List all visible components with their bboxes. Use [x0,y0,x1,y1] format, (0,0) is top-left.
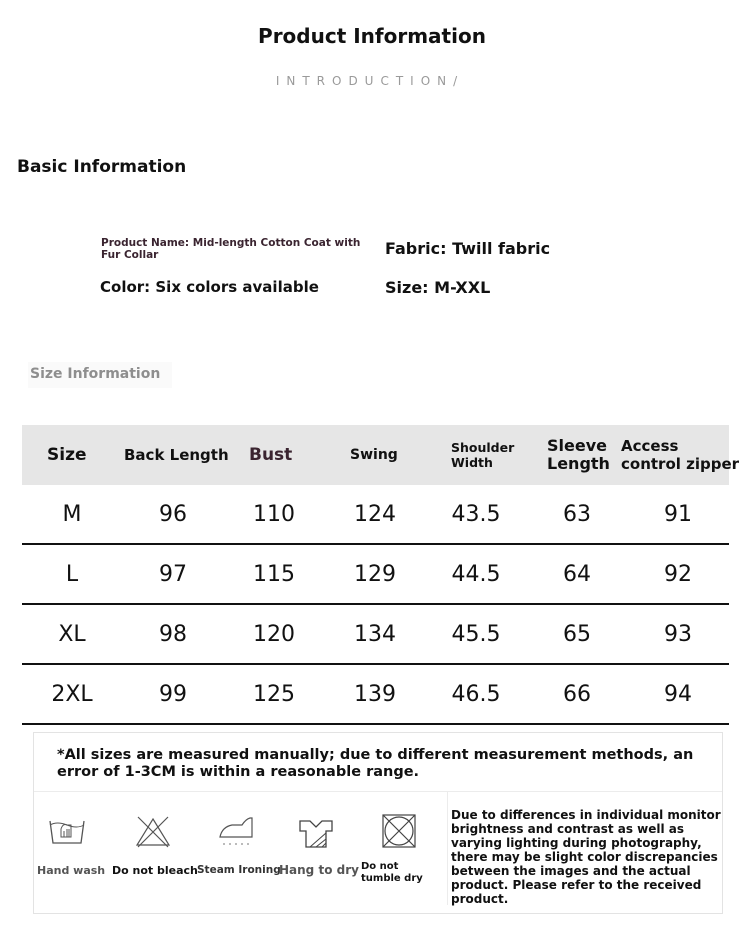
care-item-do-not-bleach [113,815,193,849]
column-header-sleeve-length: Sleeve Length [547,436,610,473]
size-table [22,425,740,725]
table-cell: 65 [563,621,591,647]
care-label-hand-wash: Hand wash [37,864,106,877]
care-label-hang-dry: Hang to dry [279,863,359,877]
care-item-no-tumble-dry [359,813,439,849]
table-row [22,605,729,665]
column-header-shoulder-width: Shoulder Width [451,440,515,470]
table-cell: 45.5 [451,621,501,647]
divider [447,792,448,905]
table-row [22,485,729,545]
table-cell: 134 [354,621,396,647]
do-not-bleach-icon [133,815,173,849]
size-table-header [22,425,740,485]
product-name: Product Name: Mid-length Cotton Coat with Fur Collar [101,237,361,261]
hand-wash-icon [47,815,87,847]
size-info-heading: Size Information [28,362,172,388]
table-cell: L [65,561,79,587]
table-cell: 96 [159,501,187,527]
hang-dry-icon [296,815,336,849]
color-info: Color: Six colors available [100,278,319,296]
measurement-note: *All sizes are measured manually; due to different measurement methods, an error of 1-3CM is within a reasonable range. [57,747,694,780]
table-cell: 66 [563,681,591,707]
table-cell: 91 [664,501,692,527]
page-title: Product Information [258,24,486,48]
column-header-access-zipper: Access control zipper [621,437,740,473]
divider [34,791,722,792]
care-item-hang-dry [276,815,356,849]
color-disclaimer: Due to differences in individual monitor brightness and contrast as well as varying lighting during photography, there may be slight color discrepancies between the images and the actual product. Please refer to the received product. [451,808,721,906]
care-panel [33,732,723,914]
table-row [22,545,729,605]
table-cell: 64 [563,561,591,587]
fabric-info: Fabric: Twill fabric [385,239,551,258]
column-header-back-length: Back Length [124,446,229,464]
table-cell: 63 [563,501,591,527]
table-cell: 2XL [51,681,93,707]
table-cell: 129 [354,561,396,587]
table-cell: 93 [664,621,692,647]
table-cell: 97 [159,561,187,587]
table-cell: 99 [159,681,187,707]
table-cell: 94 [664,681,692,707]
table-cell: 92 [664,561,692,587]
table-cell: 125 [253,681,295,707]
table-cell: 43.5 [451,501,501,527]
care-label-do-not-bleach: Do not bleach [112,864,198,877]
table-cell: 120 [253,621,295,647]
care-item-hand-wash [27,815,107,847]
care-item-steam-iron [196,815,276,849]
column-header-bust: Bust [249,445,293,465]
care-label-no-tumble-dry: Do not tumble dry [361,861,423,884]
table-cell: 46.5 [451,681,501,707]
page-subtitle: INTRODUCTION/ [275,74,465,88]
care-label-steam-iron: Steam Ironing [197,864,281,876]
table-cell: 124 [354,501,396,527]
no-tumble-dry-icon [379,813,419,849]
table-row [22,665,729,725]
steam-iron-icon [216,815,256,849]
table-cell: 115 [253,561,295,587]
table-cell: XL [58,621,86,647]
basic-info-heading: Basic Information [17,157,187,177]
column-header-swing: Swing [350,447,398,463]
size-table-body [22,485,729,725]
table-cell: M [62,501,82,527]
table-cell: 110 [253,501,295,527]
table-cell: 98 [159,621,187,647]
table-cell: 44.5 [451,561,501,587]
size-range-info: Size: M-XXL [385,278,491,297]
table-cell: 139 [354,681,396,707]
column-header-size: Size [47,445,87,465]
